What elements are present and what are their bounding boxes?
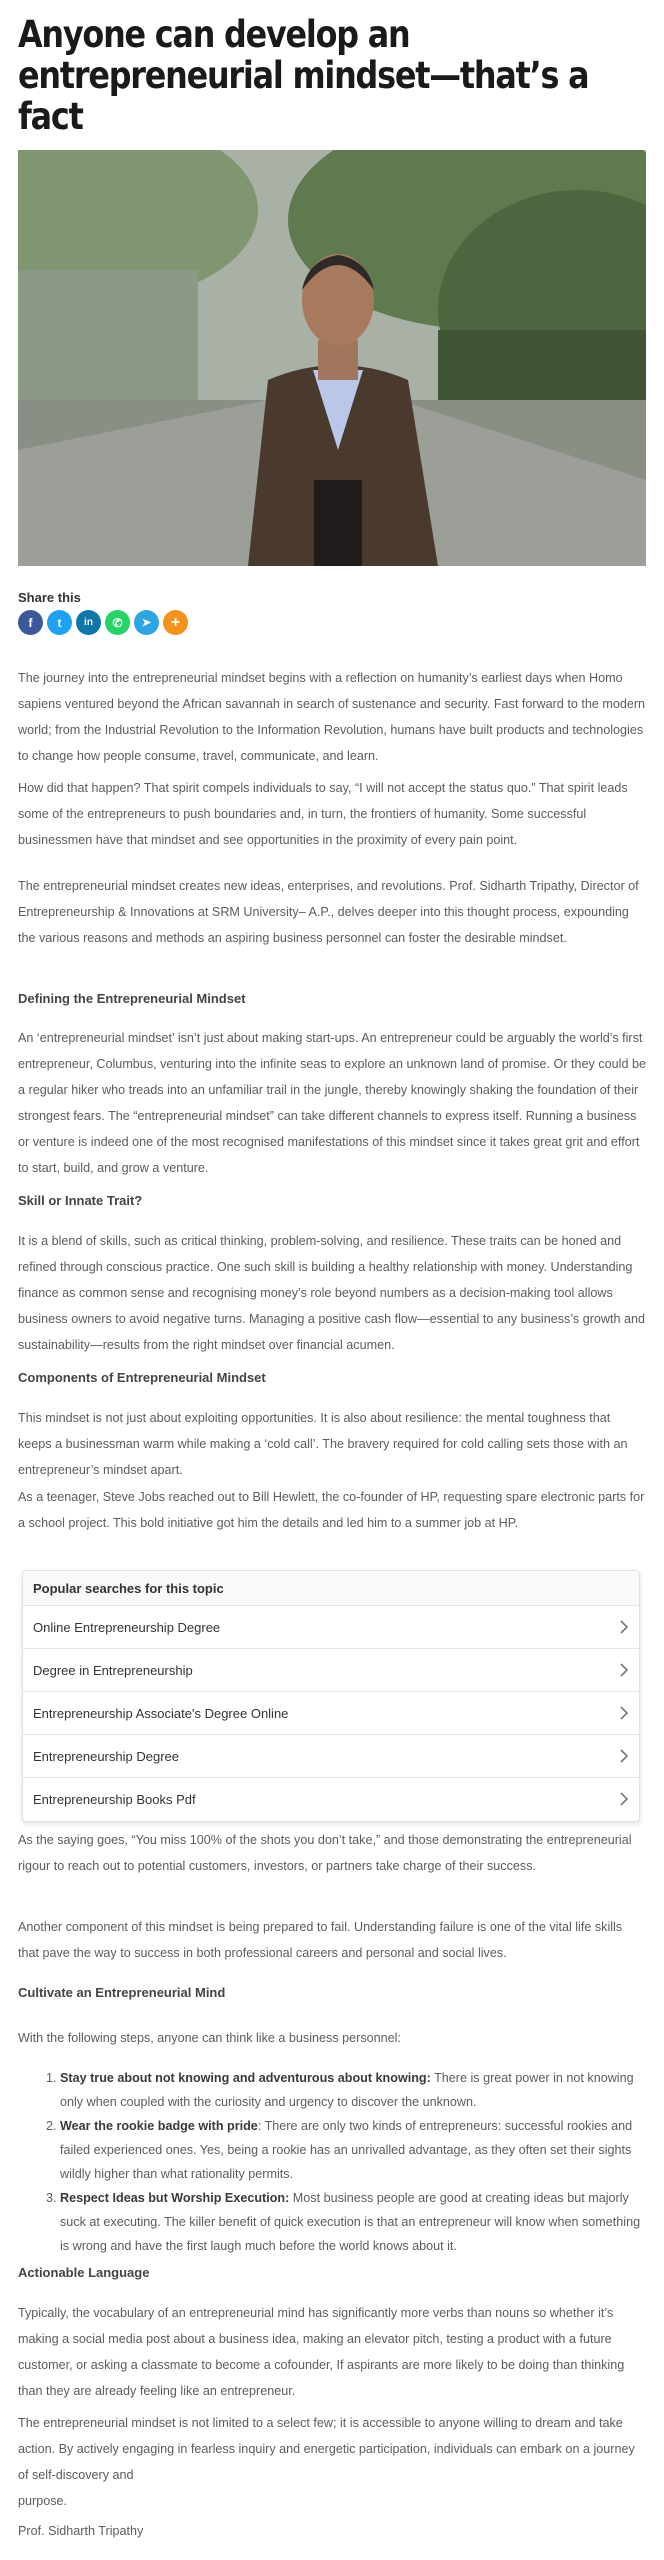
section-heading-cultivate: Cultivate an Entrepreneurial Mind [18,1985,226,2000]
intro-paragraph-1: The journey into the entrepreneurial mindset begins with a reflection on humanity’s earliest days when Homo sapiens ventured beyond the African savannah in search of sustenance and security. Fast forward to the modern world; from the Industrial Revolution to the Information Revolution, humans have built products and technologies to change how people consume, travel, communicate, and learn. [18,671,646,763]
author-byline: Prof. Sidharth Tripathy [18,2524,144,2538]
step-text: : There are only two kinds of entrepreneurs: successful rookies and failed experienced ones. Yes, being a rookie has an unrivalled advantage, as they often set their sights wildly higher than what rationality permits. [60,2119,633,2181]
section-components-text-2: As a teenager, Steve Jobs reached out to Bill Hewlett, the co-founder of HP, requesting spare electronic parts for a school project. This bold initiative got him the details and led him to a summer job at HP. [18,1490,645,1530]
popular-search-label: Entrepreneurship Books Pdf [33,1791,196,1807]
section-heading-defining: Defining the Entrepreneurial Mindset [18,991,246,1006]
whatsapp-icon: ✆ [112,615,123,630]
popular-search-item[interactable] [23,1735,639,1778]
popular-search-item[interactable] [23,1778,639,1820]
chevron-right-icon [619,1620,629,1634]
section-skill-text: It is a blend of skills, such as critical thinking, problem-solving, and resilience. These traits can be honed and refined through conscious practice. One such skill is building a healthy relationship with money. Understanding finance as common sense and recognising money’s role beyond numbers as a decision-making tool allows business owners to avoid negative turns. Managing a positive cash flow—essential to any business’s growth and sustainability—results from the right mindset over financial acumen. [18,1234,646,1352]
intro-paragraph-3: The entrepreneurial mindset creates new ideas, enterprises, and revolutions. Prof. Sidharth Tripathy, Director of Entrepreneurship & Innovations at SRM University– A.P., delves deeper into this thought process, expounding the various reasons and methods an aspiring business personnel can foster the desirable mindset. [18,879,639,945]
section-actionable-text-2 [18,2410,646,2514]
closing-text-end: purpose. [18,2494,68,2508]
list-item [60,2186,646,2258]
share-buttons [18,610,188,636]
facebook-icon: f [28,615,33,630]
linkedin-share-button[interactable] [76,610,101,635]
list-item [60,2066,646,2114]
section-cultivate-intro: With the following steps, anyone can think like a business personnel: [18,2031,401,2045]
twitter-share-button[interactable] [47,610,72,635]
section-heading-components: Components of Entrepreneurial Mindset [18,1370,266,1385]
popular-search-item[interactable] [23,1649,639,1692]
step-title: Wear the rookie badge with pride [60,2119,258,2133]
section-heading-actionable: Actionable Language [18,2265,150,2280]
chevron-right-icon [619,1792,629,1806]
telegram-icon: ➤ [141,617,152,629]
article [18,0,646,2538]
after-popular-paragraph-2: Another component of this mindset is being prepared to fail. Understanding failure is one of the vital life skills that pave the way to success in both professional careers and personal and social lives. [18,1920,623,1960]
facebook-share-button[interactable] [18,610,43,635]
popular-search-item[interactable] [23,1692,639,1735]
step-title: Respect Ideas but Worship Execution: [60,2191,290,2205]
plus-icon: + [170,613,181,631]
after-popular-paragraph-1: As the saying goes, “You miss 100% of the shots you don’t take,” and those demonstrating the entrepreneurial rigour to reach out to potential customers, investors, or partners take charge of their success. [18,1833,632,1873]
popular-searches-box [22,1570,640,1822]
whatsapp-share-button[interactable] [105,610,130,635]
closing-text: The entrepreneurial mindset is not limited to a select few; it is accessible to anyone willing to dream and take action. By actively engaging in fearless inquiry and energetic participation, individuals can embark on a journey of self-discovery and [18,2416,635,2482]
popular-search-item[interactable] [23,1606,639,1649]
article-title: Anyone can develop an entrepreneurial mindset—that’s a fact [18,13,589,138]
chevron-right-icon [619,1663,629,1677]
popular-search-label: Entrepreneurship Associate's Degree Online [33,1705,289,1721]
section-actionable-text-1: Typically, the vocabulary of an entrepreneurial mind has significantly more verbs than nouns so whether it’s making a social media post about a business idea, making an elevator pitch, testing a product with a future customer, or asking a classmate to become a cofounder, If aspirants are more likely to be doing than thinking than they are already feeling like an entrepreneur. [18,2306,625,2398]
step-title: Stay true about not knowing and adventurous about knowing: [60,2071,431,2085]
step-text: There is great power in not knowing only when coupled with the curiosity and urgency to discover the unknown. [60,2071,634,2109]
twitter-icon: t [57,615,62,630]
popular-searches-heading: Popular searches for this topic [23,1571,639,1606]
popular-search-label: Degree in Entrepreneurship [33,1662,193,1678]
share-label: Share this [18,590,81,605]
linkedin-icon: in [84,617,93,628]
intro-paragraph-2: How did that happen? That spirit compels individuals to say, “I will not accept the status quo.” That spirit leads some of the entrepreneurs to push boundaries and, in turn, the frontiers of humanity. Some successful businessmen have that mindset and see opportunities in the proximity of every pain point. [18,781,628,847]
section-components-text-1: This mindset is not just about exploiting opportunities. It is also about resilience: the mental toughness that keeps a businessman warm while making a ‘cold call’. The bravery required for cold calling sets those with an entrepreneur’s mindset apart. [18,1411,628,1477]
section-heading-skill: Skill or Innate Trait? [18,1193,143,1208]
step-text: Most business people are good at creating ideas but majorly suck at executing. The killer benefit of quick execution is that an entrepreneur will know when something is wrong and have the first laugh much before the world knows about it. [60,2191,641,2253]
chevron-right-icon [619,1749,629,1763]
more-share-button[interactable] [163,610,188,635]
telegram-share-button[interactable] [134,610,159,635]
section-defining-text: An ‘entrepreneurial mindset’ isn’t just about making start-ups. An entrepreneur could be arguably the world’s first entrepreneur, Columbus, venturing into the infinite seas to explore an unknown land of promise. Or they could be a regular hiker who treads into an unfamiliar trail in the jungle, thereby knowingly shaking the foundation of their strongest fears. The “entrepreneurial mindset” can take different channels to express itself. Running a business or venture is indeed one of the most recognised manifestations of this mindset since it takes great grit and effort to start, build, and grow a venture. [18,1031,646,1175]
popular-search-label: Online Entrepreneurship Degree [33,1619,221,1635]
chevron-right-icon [619,1706,629,1720]
cultivate-steps-list [18,2066,646,2258]
list-item [60,2114,646,2186]
portrait-illustration [18,150,646,566]
hero-photo [18,150,646,566]
popular-search-label: Entrepreneurship Degree [33,1748,179,1764]
